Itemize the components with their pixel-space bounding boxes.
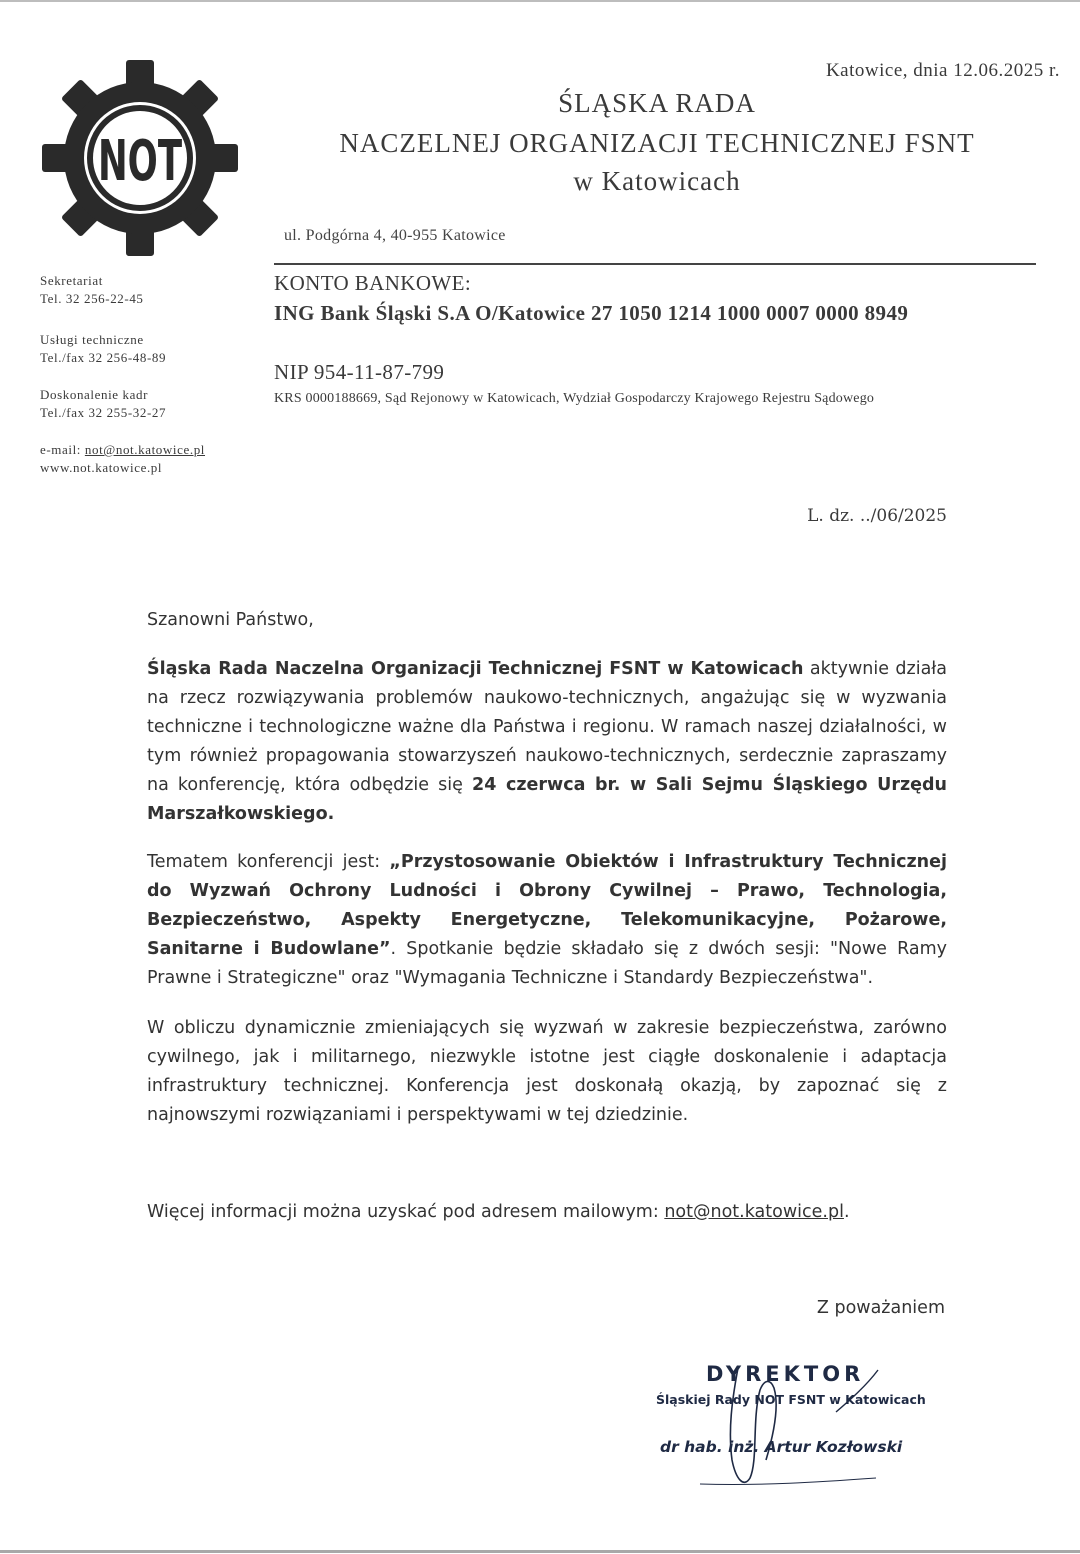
krs-registration: KRS 0000188669, Sąd Rejonowy w Katowicach, Wydział Gospodarczy Krajowego Rejestru Sądowego: [274, 391, 875, 406]
stamp-title: DYREKTOR: [706, 1362, 865, 1386]
sessions-text: . Spotkanie będzie składało się z dwóch sesji: "Nowe Ramy Prawne i Strategiczne" oraz "Wymagania Techniczne i Standardy Bezpieczeństwa".: [147, 939, 947, 988]
bank-account: ING Bank Śląski S.A O/Katowice 27 1050 1214 1000 0007 0000 8949: [274, 301, 909, 325]
email-prefix: e-mail:: [40, 442, 85, 457]
paragraph-contact: [147, 1198, 947, 1227]
contact-email-link[interactable]: not@not.katowice.pl: [664, 1202, 844, 1222]
org-name-line2: NACZELNEJ ORGANIZACJI TECHNICZNEJ FSNT: [339, 128, 975, 158]
header-divider: [274, 263, 1036, 265]
signatory-name: dr hab. inż. Artur Kozłowski: [660, 1438, 903, 1456]
logo-text: NOT: [98, 129, 182, 194]
contact-technical-services: [40, 331, 166, 367]
contact-label: Sekretariat: [40, 273, 103, 288]
scan-bottom-edge: [0, 1544, 1080, 1553]
contact-label: Usługi techniczne: [40, 332, 144, 347]
website-link[interactable]: www.not.katowice.pl: [40, 460, 163, 475]
contact-end: .: [843, 1202, 850, 1222]
greeting: Szanowni Państwo,: [147, 610, 314, 630]
org-name-bold: Śląska Rada Naczelna Organizacji Technicznej FSNT w Katowicach: [147, 659, 804, 679]
letter-date: Katowice, dnia 12.06.2025 r.: [825, 60, 1060, 81]
reference-number: L. dz. ../06/2025: [807, 506, 947, 526]
closing-regards: Z poważaniem: [816, 1298, 945, 1318]
contact-online: [40, 441, 205, 477]
org-address: ul. Podgórna 4, 40-955 Katowice: [284, 227, 506, 244]
conference-title: „Przystosowanie Obiektów i Infrastruktury Technicznej do Wyzwań Ochrony Ludności i Obrony Cywilnej – Prawo, Technologia, Bezpieczeństwo, Aspekty Energetyczne, Telekomunikacyjne, Pożarowe, Sanitarne i Budowlane”: [147, 852, 948, 959]
paragraph-context: W obliczu dynamicznie zmieniających się wyzwań w zakresie bezpieczeństwa, zarówno cywilnego, jak i militarnego, niezwykle istotne jest ciągłe doskonalenie i adaptacja infrastruktury technicznej. Konferencja jest doskonałą okazją, by zapoznać się z najnowszymi rozwiązaniami i perspektywami w tej dziedzinie.: [147, 1018, 947, 1125]
org-name-line1: ŚLĄSKA RADA: [558, 88, 756, 118]
contact-staff-training: [40, 386, 166, 422]
paragraph-topic: [147, 848, 947, 993]
contact-phone: Tel./fax 32 256-48-89: [40, 350, 167, 365]
invitation-text: aktywnie działa na rzecz rozwiązywania problemów naukowo-technicznych, angażując się w wyzwania techniczne i technologiczne ważne dla Państwa i regionu. W ramach naszej działalności, w tym również propagowania stowarzyszeń naukowo-technicznych, serdecznie zapraszamy na konferencję, która odbędzie się: [147, 659, 947, 795]
scan-top-edge: [0, 0, 1080, 8]
bank-heading: KONTO BANKOWE:: [274, 271, 472, 295]
nip-number: NIP 954-11-87-799: [274, 360, 445, 384]
event-date-venue: 24 czerwca br. w Sali Sejmu Śląskiego Urzędu Marszałkowskiego.: [147, 775, 947, 824]
not-gear-logo: [40, 58, 240, 258]
contact-text: Więcej informacji można uzyskać pod adresem mailowym:: [147, 1202, 665, 1222]
contact-phone: Tel./fax 32 255-32-27: [40, 405, 167, 420]
contact-label: Doskonalenie kadr: [40, 387, 149, 402]
sidebar-email-link[interactable]: not@not.katowice.pl: [84, 442, 206, 457]
paragraph-invitation: [147, 655, 947, 829]
topic-intro: Tematem konferencji jest:: [147, 852, 390, 872]
org-name-line3: w Katowicach: [573, 166, 741, 196]
contact-secretariat: [40, 272, 144, 308]
contact-phone: Tel. 32 256-22-45: [40, 291, 144, 306]
stamp-subtitle: Śląskiej Rady NOT FSNT w Katowicach: [656, 1392, 926, 1407]
